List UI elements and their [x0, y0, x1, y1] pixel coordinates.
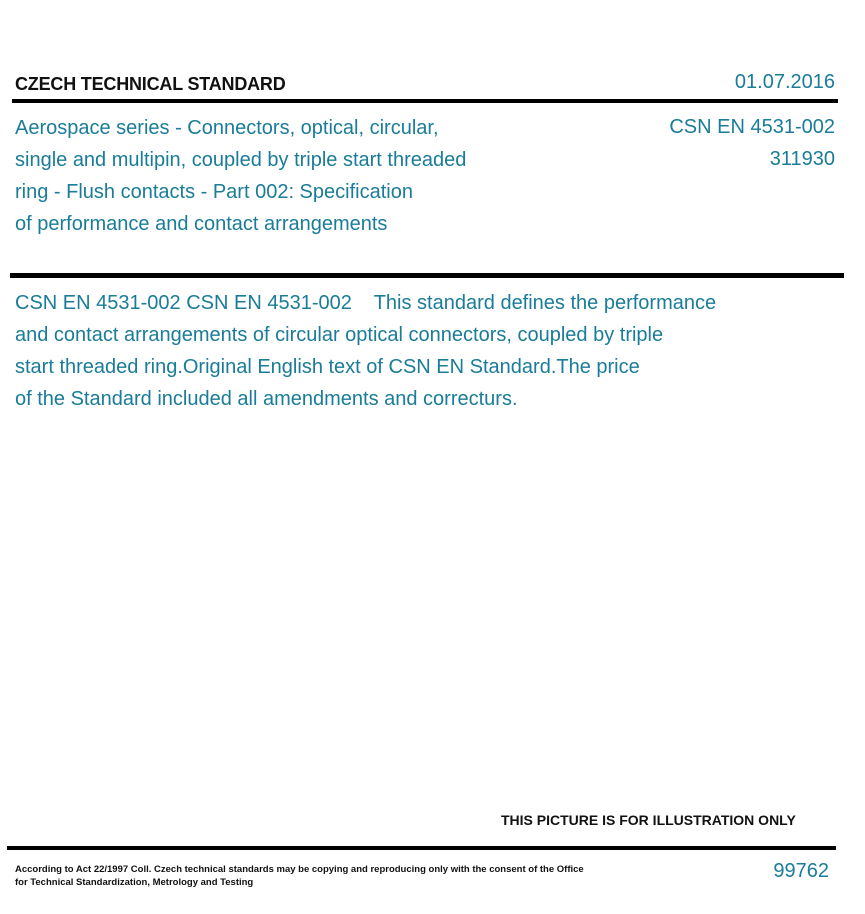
legal-line: for Technical Standardization, Metrology and Testing — [15, 877, 254, 888]
description-line: of the Standard included all amendments and correcturs. — [15, 388, 518, 410]
title-line: of performance and contact arrangements — [15, 213, 388, 235]
header-divider — [12, 99, 838, 103]
classification-code: 311930 — [769, 148, 835, 170]
description-line: start threaded ring.Original English text of CSN EN Standard.The price — [15, 356, 640, 378]
standard-description — [15, 287, 815, 415]
description-line: CSN EN 4531-002 CSN EN 4531-002 This standard defines the performance — [15, 292, 717, 314]
publication-date: 01.07.2016 — [734, 71, 835, 93]
description-line: and contact arrangements of circular optical connectors, coupled by triple — [15, 324, 664, 346]
title-line: Aerospace series - Connectors, optical, circular, — [15, 117, 439, 139]
document-id: 99762 — [773, 860, 829, 882]
standard-number: CSN EN 4531-002 — [669, 116, 835, 138]
legal-line: According to Act 22/1997 Coll. Czech technical standards may be copying and reproducing only with the consent of the Office — [15, 864, 584, 875]
title-line: ring - Flush contacts - Part 002: Specification — [15, 181, 413, 203]
title-line: single and multipin, coupled by triple start threaded — [15, 149, 467, 171]
standard-title — [15, 112, 575, 240]
section-divider — [10, 273, 844, 278]
document-type-heading: CZECH TECHNICAL STANDARD — [15, 74, 286, 94]
legal-notice — [15, 863, 615, 889]
footer-divider — [7, 846, 836, 850]
illustration-disclaimer: THIS PICTURE IS FOR ILLUSTRATION ONLY — [501, 812, 796, 828]
